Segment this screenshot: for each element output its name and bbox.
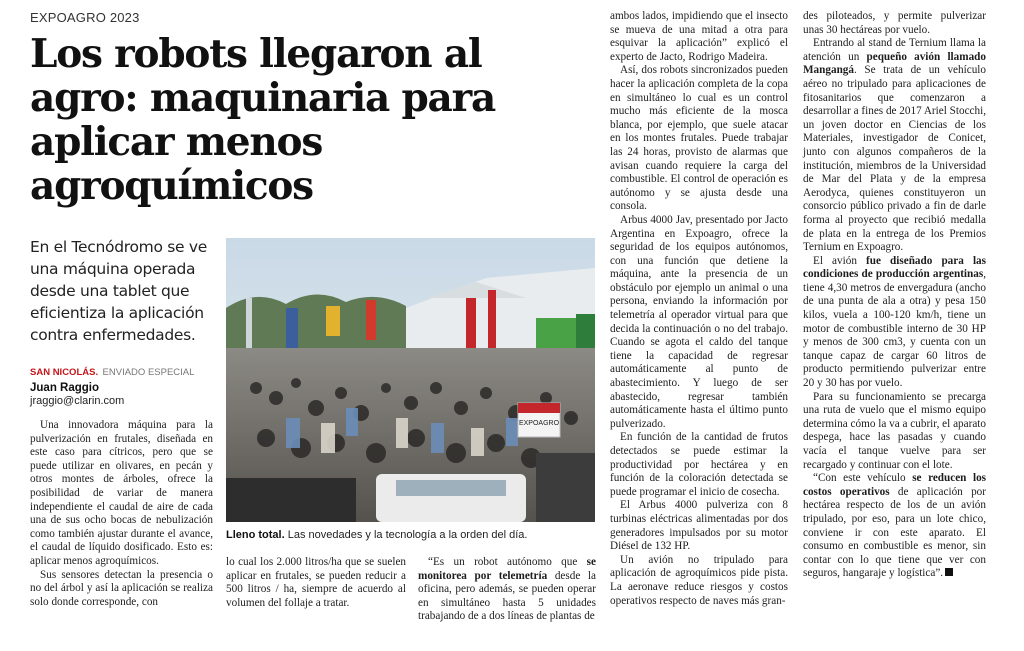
paragraph: El Arbus 4000 pulveriza con 8 turbinas eléctricas alimentadas por dos generadores impulsados por su motor Diésel de 132 HP. (610, 499, 788, 553)
expo-crowd-photo (226, 238, 595, 522)
paragraph: En función de la cantidad de frutos detectados se puede estimar la productividad por hectárea y en función de la coloración detectada se puede programar el inicio de cosecha. (610, 431, 788, 498)
bold-run: se reducen los costos operativos (803, 472, 987, 498)
text-run: desde la oficina, pero además, se pueden operar en simultáneo hasta 5 unidades trabajando de a dos líneas de plantas de (418, 569, 596, 623)
paragraph: des piloteados, y permite pulverizar unas 30 hectáreas por vuelo. (803, 10, 986, 36)
section-kicker: EXPOAGRO 2023 (30, 10, 140, 25)
byline (30, 362, 220, 407)
headline: Los robots llegaron al agro: maquinaria para aplicar menos agroquímicos (30, 31, 496, 209)
text-run: . Se trata de un vehículo aéreo no tripulado para aplicaciones de fitosanitarios que comenzaron a desarrollar a fines de 2017 Ariel Stocchi, un joven doctor en Ciencias de los Materiales, investigador de Conicet, junto con algunos compañeros de la institución, miembros de la Universidad de Mar del Plata y de la empresa Aerodyca, quienes constituyeron un consorcio público privado a fin de darle forma al proyecto que recibió medalla de plata en la entrega de los Premios Ternium en Expoagro. (803, 64, 986, 254)
body-column-5 (803, 10, 986, 581)
bold-run: pequeño avión llamado Mangangá (803, 50, 986, 77)
byline-location: SAN NICOLÁS. (30, 367, 99, 378)
byline-role: ENVIADO ESPECIAL (102, 367, 195, 378)
text-run: El avión (813, 254, 867, 267)
body-column-3 (418, 556, 596, 624)
text-run: de aplicación por hectárea respecto de los de un avión tripulado, por eso, para un lote chico, conviene ir con este aparato. El consumo en combustible es menor, sin contar con lo que tiene que ver con seguros, hangaraje y logística”. (803, 485, 986, 580)
paragraph: Sus sensores detectan la presencia o no del árbol y así la aplicación se realiza solo donde corresponde, con (30, 568, 213, 608)
photo-caption (226, 529, 598, 541)
paragraph: lo cual los 2.000 litros/ha que se suelen aplicar en frutales, se pueden reducir a 500 litros / ha, siempre de acuerdo al volumen del follaje a tratar. (226, 556, 406, 609)
text-run: “Es un robot autónomo que (428, 556, 587, 568)
bold-run: fue diseñado para las condiciones de producción argentinas (803, 254, 986, 281)
text-run: Entrando al stand de Ternium llama la atención un (803, 37, 986, 63)
paragraph (803, 255, 986, 391)
paragraph: Para su funcionamiento se precarga una ruta de vuelo que el mismo equipo determina cómo la va a cubrir, el aparato despega, hace las pasadas y cuando vacía el tanque vuelve para ser recargado y continuar con el lote. (803, 390, 986, 471)
paragraph (803, 472, 986, 581)
end-of-article-mark (945, 568, 953, 576)
body-column-2 (226, 556, 406, 610)
standfirst: En el Tecnódromo se ve una máquina operada desde una tablet que eficientiza la aplicación contra enfermedades. (30, 238, 208, 344)
paragraph: Un avión no tripulado para aplicación de agroquímicos pide pista. La aeronave reduce riesgos y costos operativos respecto de naves más gran- (610, 553, 788, 607)
text-run: “Con este vehículo (813, 472, 913, 485)
paragraph: Arbus 4000 Jav, presentado por Jacto Argentina en Expoagro, ofrece la seguridad de los equipos autónomos, con una función que detiene la máquina, ante la presencia de un obstáculo por ejemplo un animal o una persona, enviando la información por telemetría al operador virtual para que decida la continuación o no del trabajo. Cuando se agota el caldo del tanque tiene la capacidad de regresar automáticamente al punto de abastecimiento. Y luego de ser abastecido, regresar también automáticamente hasta el último punto pulverizado. (610, 213, 788, 430)
paragraph (803, 37, 986, 255)
expo-sign-text: EXPOAGRO (518, 420, 560, 427)
body-column-1 (30, 419, 213, 609)
paragraph: Una innovadora máquina para la pulverización en frutales, diseñada en este caso para cítricos, pero que se puede utilizar en olivares, en pecán y otros montes de árboles, ofrece la posibilidad de variar de manera independiente el caudal de aire de cada una de sus ocho bocas de nebulización como también ajustar durante el avance, el caudal de líquido dosificado. Esto es: aplicar menos agroquímicos. (30, 419, 213, 567)
caption-text: Las novedades y la tecnología a la orden del día. (287, 529, 528, 541)
author-email[interactable]: jraggio@clarin.com (30, 395, 125, 407)
text-run: , tiene 4,30 metros de envergadura (ancho de una punta de ala a otra) y pesa 150 kilos, vuela a 100-120 km/h, tiene un motor de combustible interno de 30 HP y menos de 300 cm3, y cuenta con un tanque capaz de cargar 60 litros de producto permitiendo pulverizar entre 20 y 30 has por vuelo. (803, 268, 986, 390)
body-column-4 (610, 10, 788, 608)
paragraph: ambos lados, impidiendo que el insecto se mueva de una mitad a otra para esquivar la aplicación” explicó el experto de Jacto, Rodrigo Madeira. (610, 10, 788, 63)
paragraph (418, 556, 596, 624)
paragraph: Así, dos robots sincronizados pueden hacer la aplicación completa de la copa en simultáneo lo cual es un control mucho más eficiente de la mosca blanca, por ejemplo, que suele atacar en los montes frutales. Puede trabajar las 24 horas, provisto de alarmas que avisan cuando requiere la carga del combustible. El control de operación es autónomo y se ajusta desde una consola. (610, 64, 788, 213)
bold-run: se monitorea por telemetría (418, 556, 596, 582)
caption-lead: Lleno total. (226, 529, 285, 541)
author-name: Juan Raggio (30, 382, 100, 394)
photo-illustration (226, 238, 595, 522)
